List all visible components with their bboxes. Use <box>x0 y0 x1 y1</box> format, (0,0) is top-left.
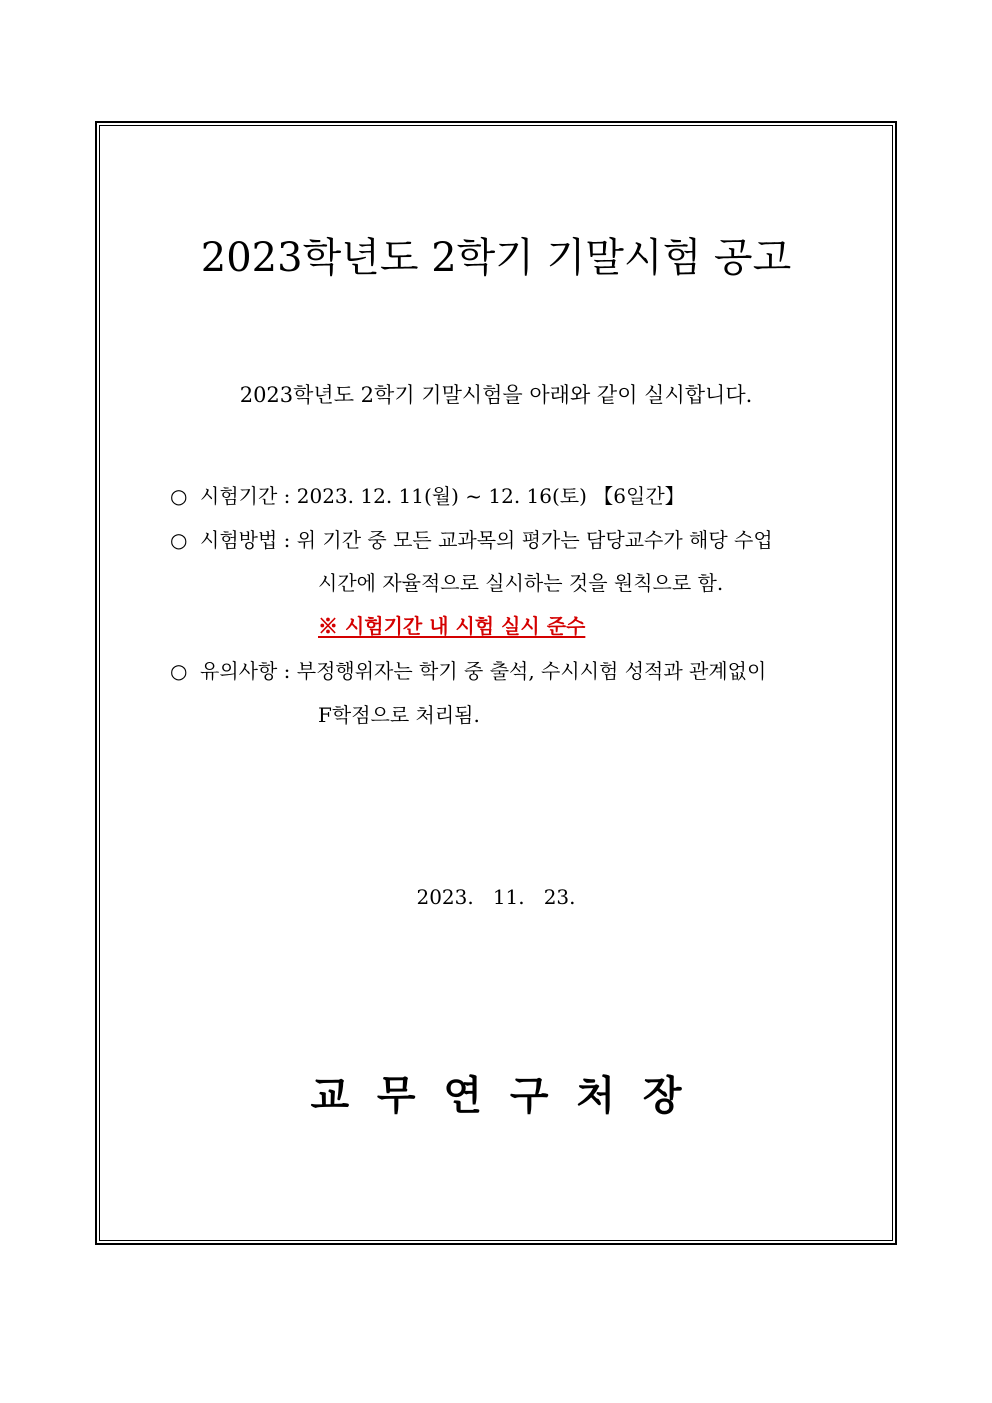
exam-method-item <box>170 525 773 555</box>
notice-date: 2023. 11. 23. <box>416 885 576 909</box>
exam-period-label: 시험기간 : <box>200 484 291 508</box>
exam-period-value: 2023. 12. 11(월) ~ 12. 16(토) 【6일간】 <box>296 484 685 508</box>
exam-method-value: 위 기간 중 모든 교과목의 평가는 담당교수가 해당 수업 <box>296 528 773 552</box>
circle-bullet-icon: ○ <box>170 659 188 683</box>
exam-method-label: 시험방법 : <box>200 528 291 552</box>
issuer-signature: 교 무 연 구 처 장 <box>310 1072 682 1119</box>
precautions-item <box>170 656 766 686</box>
exam-period-item <box>170 481 685 511</box>
circle-bullet-icon: ○ <box>170 528 188 552</box>
precautions-label: 유의사항 : <box>200 659 291 683</box>
notice-title: 2023학년도 2학기 기말시험 공고 <box>200 235 792 281</box>
precautions-continuation: F학점으로 처리됨. <box>318 703 480 727</box>
circle-bullet-icon: ○ <box>170 484 188 508</box>
exam-method-continuation: 시간에 자율적으로 실시하는 것을 원칙으로 함. <box>318 571 724 595</box>
precautions-value: 부정행위자는 학기 중 출석, 수시시험 성적과 관계없이 <box>296 659 767 683</box>
exam-compliance-notice: ※ 시험기간 내 시험 실시 준수 <box>318 614 586 638</box>
notice-intro: 2023학년도 2학기 기말시험을 아래와 같이 실시합니다. <box>239 383 753 407</box>
